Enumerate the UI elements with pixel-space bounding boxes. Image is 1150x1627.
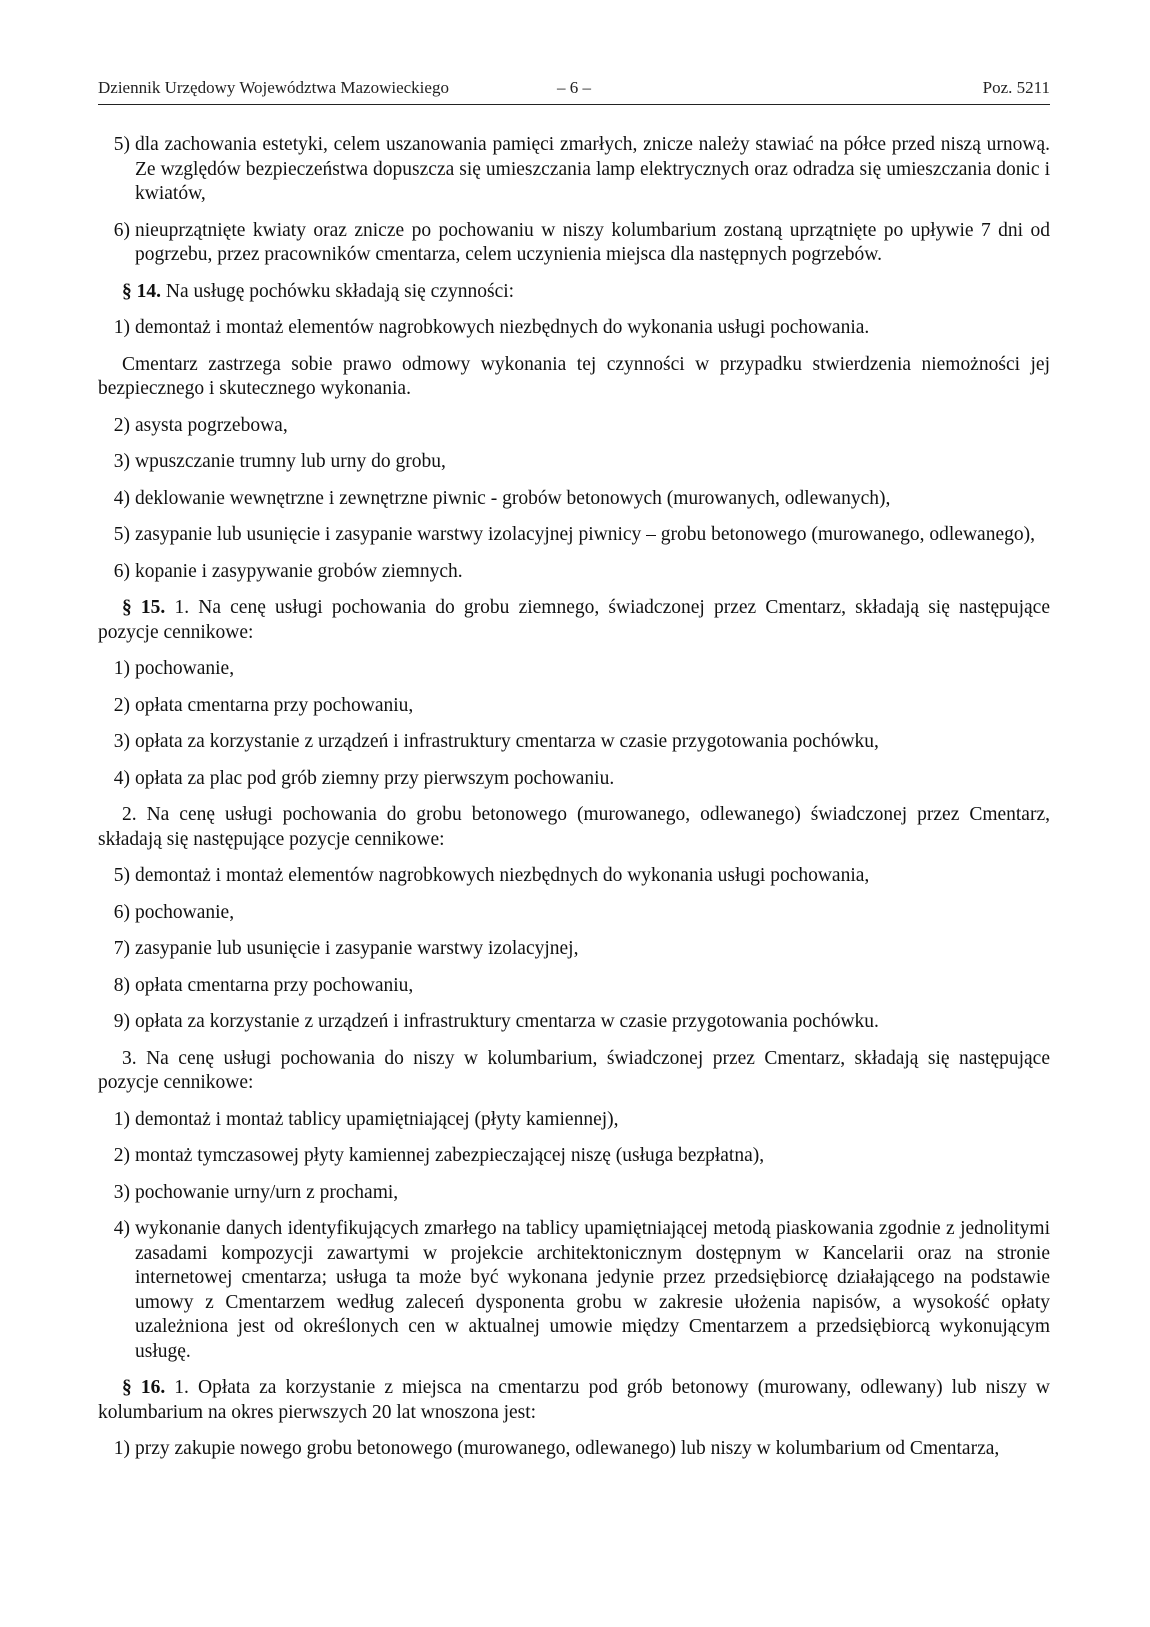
list-text: pochowanie, xyxy=(135,901,235,923)
section-label: § 14. xyxy=(122,280,161,302)
list-item xyxy=(98,414,1050,439)
list-text: zasypanie lub usunięcie i zasypanie warstwy izolacyjnej, xyxy=(135,938,579,959)
list-text: opłata za plac pod grób ziemny przy pierwszym pochowaniu. xyxy=(135,767,615,789)
section-label: § 15. xyxy=(122,597,166,618)
list-item xyxy=(98,901,1050,926)
list-text: wpuszczanie trumny lub urny do grobu, xyxy=(135,451,446,472)
list-text: opłata za korzystanie z urządzeń i infrastruktury cmentarza w czasie przygotowania pochówku. xyxy=(135,1011,879,1032)
list-text: asysta pogrzebowa, xyxy=(135,414,288,436)
list-number: 9) xyxy=(113,1011,130,1032)
list-number: 1) xyxy=(113,1438,130,1459)
list-text: opłata cmentarna przy pochowaniu, xyxy=(135,974,414,996)
paragraph: 2. Na cenę usługi pochowania do grobu betonowego (murowanego, odlewanego) świadczonej przez Cmentarz, składają się następujące pozycje cennikowe: xyxy=(98,804,1050,850)
list-number: 2) xyxy=(113,1145,130,1166)
section-text: 1. Opłata za korzystanie z miejsca na cmentarzu pod grób betonowy (murowany, odlewany) lub niszy w kolumbarium na okres pierwszych 20 lat wnoszona jest: xyxy=(98,1377,1051,1423)
list-text: opłata cmentarna przy pochowaniu, xyxy=(135,694,414,716)
list-number: 5) xyxy=(113,524,130,545)
list-number: 5) xyxy=(113,865,130,886)
list-item xyxy=(98,133,1050,207)
list-item xyxy=(98,1010,1050,1035)
list-number: 7) xyxy=(113,938,130,959)
list-text: zasypanie lub usunięcie i zasypanie warstwy izolacyjnej piwnicy – grobu betonowego (murowanego, odlewanego), xyxy=(135,524,1035,545)
list-item xyxy=(98,316,1050,341)
list-item xyxy=(98,1217,1050,1364)
list-text: pochowanie, xyxy=(135,658,235,679)
list-text: opłata za korzystanie z urządzeń i infrastruktury cmentarza w czasie przygotowania pochówku, xyxy=(135,731,879,752)
list-number: 8) xyxy=(113,974,130,996)
list-item xyxy=(98,487,1050,512)
list-number: 4) xyxy=(113,1218,130,1239)
list-text: pochowanie urny/urn z prochami, xyxy=(135,1181,399,1203)
list-item xyxy=(98,937,1050,962)
paragraph: 3. Na cenę usługi pochowania do niszy w kolumbarium, świadczonej przez Cmentarz, składają się następujące pozycje cennikowe: xyxy=(98,1047,1050,1093)
list-text: montaż tymczasowej płyty kamiennej zabezpieczającej niszę (usługa bezpłatna), xyxy=(135,1145,765,1166)
list-number: 3) xyxy=(113,1181,130,1203)
section-16 xyxy=(98,1376,1050,1425)
list-text: wykonanie danych identyfikujących zmarłego na tablicy upamiętniającej metodą piaskowania zgodnie z jednolitymi zasadami kompozycji zawartymi w projekcie architektonicznym dostępnym w Kancelarii oraz na stronie internetowej cmentarza; usługa ta może być wykonana jedynie przez przedsiębiorcę działającego na podstawie umowy z Cmentarzem według zaleceń dysponenta grobu w zakresie ułożenia napisów, a wysokość opłaty uzależniona jest od określonych cen w aktualnej umowie między Cmentarzem a przedsiębiorcą wykonującym usługę. xyxy=(135,1218,1050,1362)
list-number: 4) xyxy=(113,487,130,509)
list-number: 1) xyxy=(113,1108,130,1130)
list-item xyxy=(98,560,1050,585)
list-number: 2) xyxy=(113,694,130,716)
section-label: § 16. xyxy=(122,1377,166,1398)
list-item xyxy=(98,767,1050,792)
list-item xyxy=(98,730,1050,755)
list-text: dla zachowania estetyki, celem uszanowania pamięci zmarłych, znicze należy stawiać na półce przed niszą urnową. Ze względów bezpieczeństwa dopuszcza się umieszczania lamp elektrycznych oraz odradza się umieszczania donic i kwiatów, xyxy=(135,134,1050,204)
paragraph: Cmentarz zastrzega sobie prawo odmowy wykonania tej czynności w przypadku stwierdzenia niemożności jej bezpiecznego i skutecznego wykonania. xyxy=(98,353,1050,399)
list-text: demontaż i montaż tablicy upamiętniającej (płyty kamiennej), xyxy=(135,1108,619,1130)
list-text: demontaż i montaż elementów nagrobkowych niezbędnych do wykonania usługi pochowania. xyxy=(135,317,870,338)
list-number: 6) xyxy=(113,219,130,241)
section-15 xyxy=(98,596,1050,645)
list-number: 2) xyxy=(113,414,130,436)
list-item xyxy=(98,694,1050,719)
list-item xyxy=(98,523,1050,548)
list-item xyxy=(98,864,1050,889)
list-item xyxy=(98,219,1050,268)
list-text: demontaż i montaż elementów nagrobkowych niezbędnych do wykonania usługi pochowania, xyxy=(135,865,870,886)
list-item xyxy=(98,1181,1050,1206)
list-number: 6) xyxy=(113,560,130,582)
list-item xyxy=(98,657,1050,682)
list-number: 1) xyxy=(113,317,130,338)
document-body xyxy=(98,133,1050,1462)
list-item xyxy=(98,974,1050,999)
list-number: 3) xyxy=(113,451,130,472)
list-number: 3) xyxy=(113,731,130,752)
list-item xyxy=(98,450,1050,475)
section-text: Na usługę pochówku składają się czynności: xyxy=(161,280,515,302)
list-text: kopanie i zasypywanie grobów ziemnych. xyxy=(135,560,463,582)
list-number: 1) xyxy=(113,658,130,679)
list-number: 4) xyxy=(113,767,130,789)
journal-title: Dziennik Urzędowy Województwa Mazowieckiego xyxy=(98,78,449,97)
page-number: – 6 – xyxy=(557,78,591,97)
list-item xyxy=(98,1437,1050,1462)
list-item xyxy=(98,1144,1050,1169)
section-text: 1. Na cenę usługi pochowania do grobu ziemnego, świadczonej przez Cmentarz, składają się następujące pozycje cennikowe: xyxy=(98,597,1050,643)
list-text: nieuprzątnięte kwiaty oraz znicze po pochowaniu w niszy kolumbarium zostaną uprzątnięte po upływie 7 dni od pogrzebu, przez pracowników cmentarza, celem uczynienia miejsca dla następnych pogrzebów. xyxy=(135,219,1050,265)
list-item xyxy=(98,1108,1050,1133)
list-text: deklowanie wewnętrzne i zewnętrzne piwnic - grobów betonowych (murowanych, odlewanych), xyxy=(135,487,891,509)
page-header xyxy=(98,78,1050,105)
list-number: 6) xyxy=(113,901,130,923)
position-number: Poz. 5211 xyxy=(982,78,1050,97)
list-text: przy zakupie nowego grobu betonowego (murowanego, odlewanego) lub niszy w kolumbarium od Cmentarza, xyxy=(135,1438,1000,1459)
list-number: 5) xyxy=(113,134,130,155)
section-14 xyxy=(98,280,1050,305)
